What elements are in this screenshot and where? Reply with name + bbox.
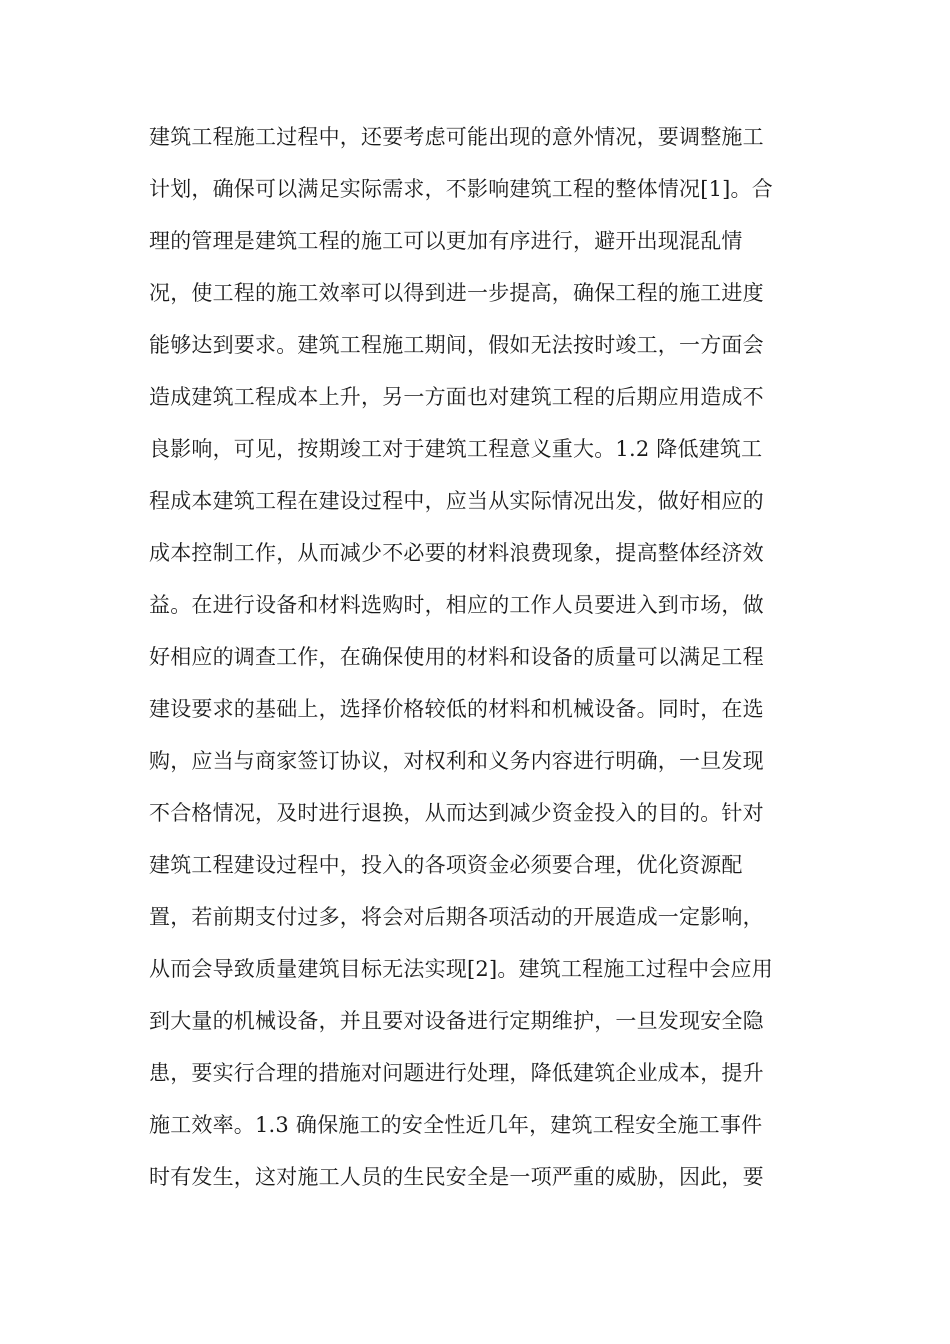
text-line: 计划，确保可以满足实际需求，不影响建筑工程的整体情况[1]。合 (149, 177, 773, 201)
text-line: 置，若前期支付过多，将会对后期各项活动的开展造成一定影响， (149, 905, 764, 929)
text-line: 施工效率。1.3 确保施工的安全性近几年，建筑工程安全施工事件 (149, 1113, 763, 1137)
text-line: 理的管理是建筑工程的施工可以更加有序进行，避开出现混乱情 (149, 229, 743, 253)
text-line: 好相应的调查工作，在确保使用的材料和设备的质量可以满足工程 (149, 645, 764, 669)
text-line: 造成建筑工程成本上升，另一方面也对建筑工程的后期应用造成不 (149, 385, 764, 409)
body-text (149, 118, 809, 1210)
text-line: 程成本建筑工程在建设过程中，应当从实际情况出发，做好相应的 (149, 489, 764, 513)
text-line: 从而会导致质量建筑目标无法实现[2]。建筑工程施工过程中会应用 (149, 957, 773, 981)
text-line: 购，应当与商家签订协议，对权利和义务内容进行明确，一旦发现 (149, 749, 764, 773)
text-line: 建筑工程施工过程中，还要考虑可能出现的意外情况，要调整施工 (149, 125, 764, 149)
text-line: 良影响，可见，按期竣工对于建筑工程意义重大。1.2 降低建筑工 (149, 437, 763, 461)
text-line: 时有发生，这对施工人员的生民安全是一项严重的威胁，因此，要 (149, 1165, 764, 1189)
text-line: 建筑工程建设过程中，投入的各项资金必须要合理，优化资源配 (149, 853, 743, 877)
text-line: 患，要实行合理的措施对问题进行处理，降低建筑企业成本，提升 (149, 1061, 764, 1085)
text-line: 到大量的机械设备，并且要对设备进行定期维护，一旦发现安全隐 (149, 1009, 764, 1033)
text-line: 成本控制工作，从而减少不必要的材料浪费现象，提高整体经济效 (149, 541, 764, 565)
text-line: 不合格情况，及时进行退换，从而达到减少资金投入的目的。针对 (149, 801, 764, 825)
text-line: 况，使工程的施工效率可以得到进一步提高，确保工程的施工进度 (149, 281, 764, 305)
text-line: 益。在进行设备和材料选购时，相应的工作人员要进入到市场，做 (149, 593, 764, 617)
text-line: 建设要求的基础上，选择价格较低的材料和机械设备。同时，在选 (149, 697, 764, 721)
text-line: 能够达到要求。建筑工程施工期间，假如无法按时竣工，一方面会 (149, 333, 764, 357)
